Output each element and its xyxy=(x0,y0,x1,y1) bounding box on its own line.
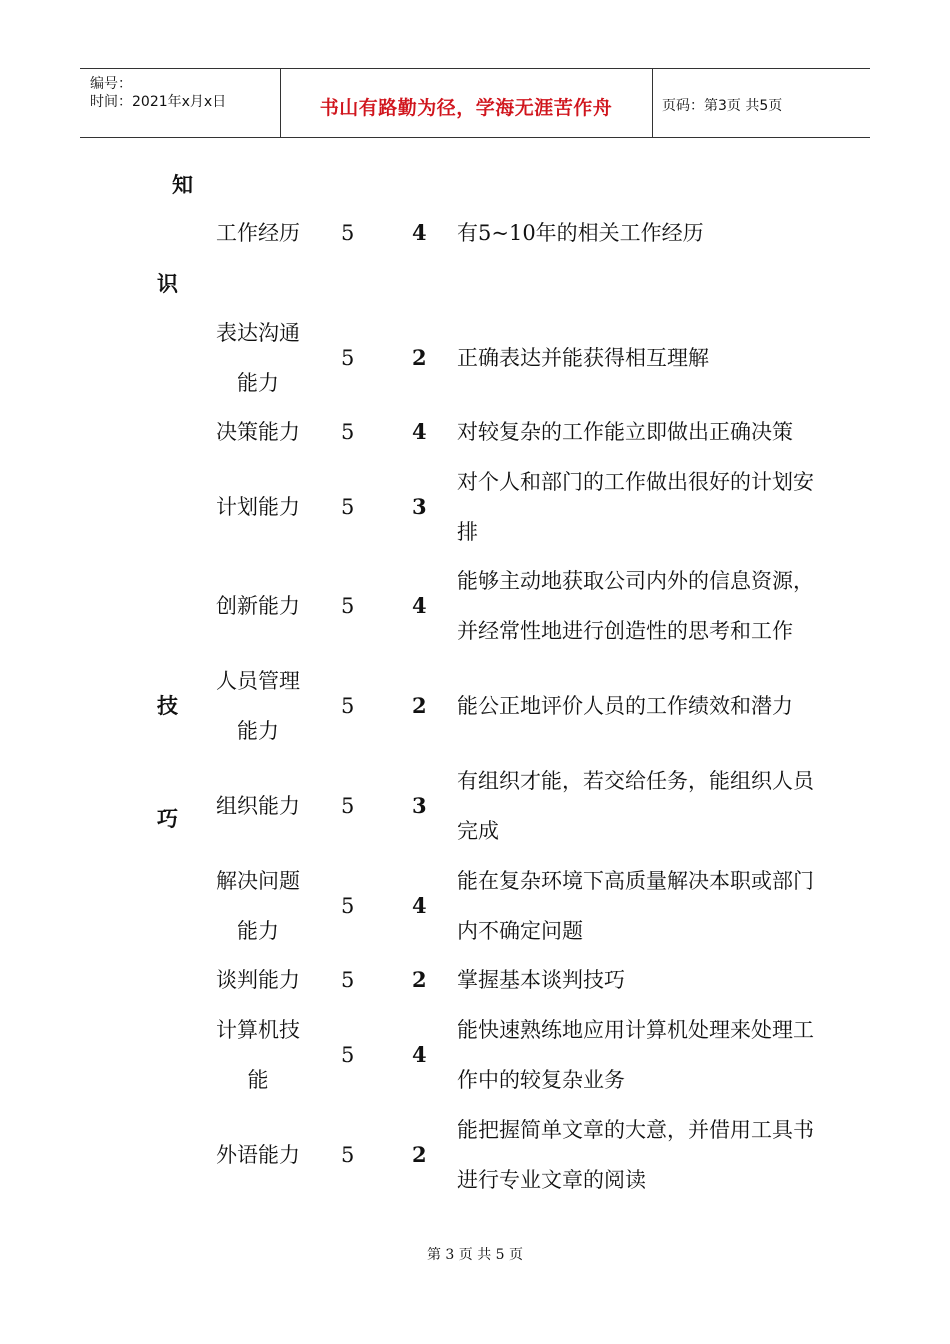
row-full-score: 5 xyxy=(341,1143,355,1167)
row-description-line: 掌握基本谈判技巧 xyxy=(457,968,625,992)
row-name xyxy=(212,308,304,408)
row-description xyxy=(457,407,793,457)
row-name-line: 能力 xyxy=(237,371,279,395)
row-description xyxy=(457,756,814,856)
row-score: 4 xyxy=(412,419,427,444)
row-name-line: 表达沟通 xyxy=(216,321,300,345)
page-footer: 第 3 页 共 5 页 xyxy=(426,1247,524,1263)
motto-text: 书山有路勤为径，学海无涯苦作舟 xyxy=(319,97,613,119)
row-name-line: 外语能力 xyxy=(216,1143,300,1167)
row-name-line: 创新能力 xyxy=(216,594,300,618)
row-score: 4 xyxy=(412,220,427,245)
header-page-cell xyxy=(652,69,870,137)
row-description-line: 能把握简单文章的大意，并借用工具书 xyxy=(457,1118,814,1142)
row-name-line: 组织能力 xyxy=(216,794,300,818)
row-description-line: 能快速熟练地应用计算机处理来处理工 xyxy=(457,1018,814,1042)
header-info-cell xyxy=(80,69,281,137)
row-description xyxy=(457,556,814,656)
row-description xyxy=(457,457,814,557)
row-description-line: 并经常性地进行创造性的思考和工作 xyxy=(457,619,793,643)
row-name-line: 解决问题 xyxy=(216,869,300,893)
row-description-line: 作中的较复杂业务 xyxy=(457,1068,625,1092)
row-score: 4 xyxy=(412,593,427,618)
row-name xyxy=(212,581,304,631)
row-description xyxy=(457,1105,814,1205)
row-description xyxy=(457,1005,814,1105)
row-description-line: 进行专业文章的阅读 xyxy=(457,1168,646,1192)
row-name xyxy=(212,482,304,532)
row-name xyxy=(212,955,304,1005)
row-name-line: 工作经历 xyxy=(216,221,300,245)
row-full-score: 5 xyxy=(341,794,355,818)
row-description xyxy=(457,333,709,383)
row-score: 2 xyxy=(412,345,427,370)
row-description-line: 完成 xyxy=(457,819,499,843)
row-score: 3 xyxy=(412,793,427,818)
row-description xyxy=(457,856,814,956)
row-description-line: 能在复杂环境下高质量解决本职或部门 xyxy=(457,869,814,893)
row-score: 2 xyxy=(412,693,427,718)
row-full-score: 5 xyxy=(341,1043,355,1067)
section-skill-char-1: 技 xyxy=(157,693,178,718)
row-name xyxy=(212,1005,304,1105)
row-name-line: 能 xyxy=(247,1068,269,1092)
row-description-line: 能公正地评价人员的工作绩效和潜力 xyxy=(457,694,793,718)
row-description xyxy=(457,208,704,258)
row-name xyxy=(212,1130,304,1180)
row-score: 4 xyxy=(412,893,427,918)
row-description-line: 有组织才能，若交给任务，能组织人员 xyxy=(457,769,814,793)
row-full-score: 5 xyxy=(341,894,355,918)
row-description-line: 对个人和部门的工作做出很好的计划安 xyxy=(457,470,814,494)
row-description-line: 对较复杂的工作能立即做出正确决策 xyxy=(457,420,793,444)
row-name-line: 谈判能力 xyxy=(216,968,300,992)
row-full-score: 5 xyxy=(341,968,355,992)
row-score: 2 xyxy=(412,1142,427,1167)
page-info: 页码：第3页 共5页 xyxy=(662,98,783,114)
row-full-score: 5 xyxy=(341,594,355,618)
row-full-score: 5 xyxy=(341,495,355,519)
row-description-line: 有5~10年的相关工作经历 xyxy=(457,221,704,245)
row-name-line: 决策能力 xyxy=(216,420,300,444)
section-knowledge-char-2: 识 xyxy=(157,271,178,296)
row-description xyxy=(457,955,625,1005)
row-description xyxy=(457,681,793,731)
row-name xyxy=(212,656,304,756)
row-description-line: 内不确定问题 xyxy=(457,919,583,943)
row-name xyxy=(212,781,304,831)
row-name-line: 能力 xyxy=(237,919,279,943)
row-full-score: 5 xyxy=(341,420,355,444)
row-score: 4 xyxy=(412,1042,427,1067)
time-label: 时间：2021年x月x日 xyxy=(90,94,227,110)
page-header xyxy=(80,68,870,138)
row-name-line: 计算机技 xyxy=(216,1018,300,1042)
row-description-line: 排 xyxy=(457,520,478,544)
row-description-line: 能够主动地获取公司内外的信息资源， xyxy=(457,569,814,593)
section-skill-char-2: 巧 xyxy=(157,806,178,831)
row-name xyxy=(212,856,304,956)
row-name-line: 能力 xyxy=(237,719,279,743)
header-motto-cell xyxy=(280,69,653,137)
number-label: 编号： xyxy=(90,76,132,92)
row-name-line: 计划能力 xyxy=(216,495,300,519)
row-score: 3 xyxy=(412,494,427,519)
row-name xyxy=(212,407,304,457)
row-full-score: 5 xyxy=(341,346,355,370)
row-full-score: 5 xyxy=(341,221,355,245)
row-name-line: 人员管理 xyxy=(216,669,300,693)
row-full-score: 5 xyxy=(341,694,355,718)
row-description-line: 正确表达并能获得相互理解 xyxy=(457,346,709,370)
row-score: 2 xyxy=(412,967,427,992)
row-name xyxy=(212,208,304,258)
section-knowledge-char-1: 知 xyxy=(172,172,193,197)
